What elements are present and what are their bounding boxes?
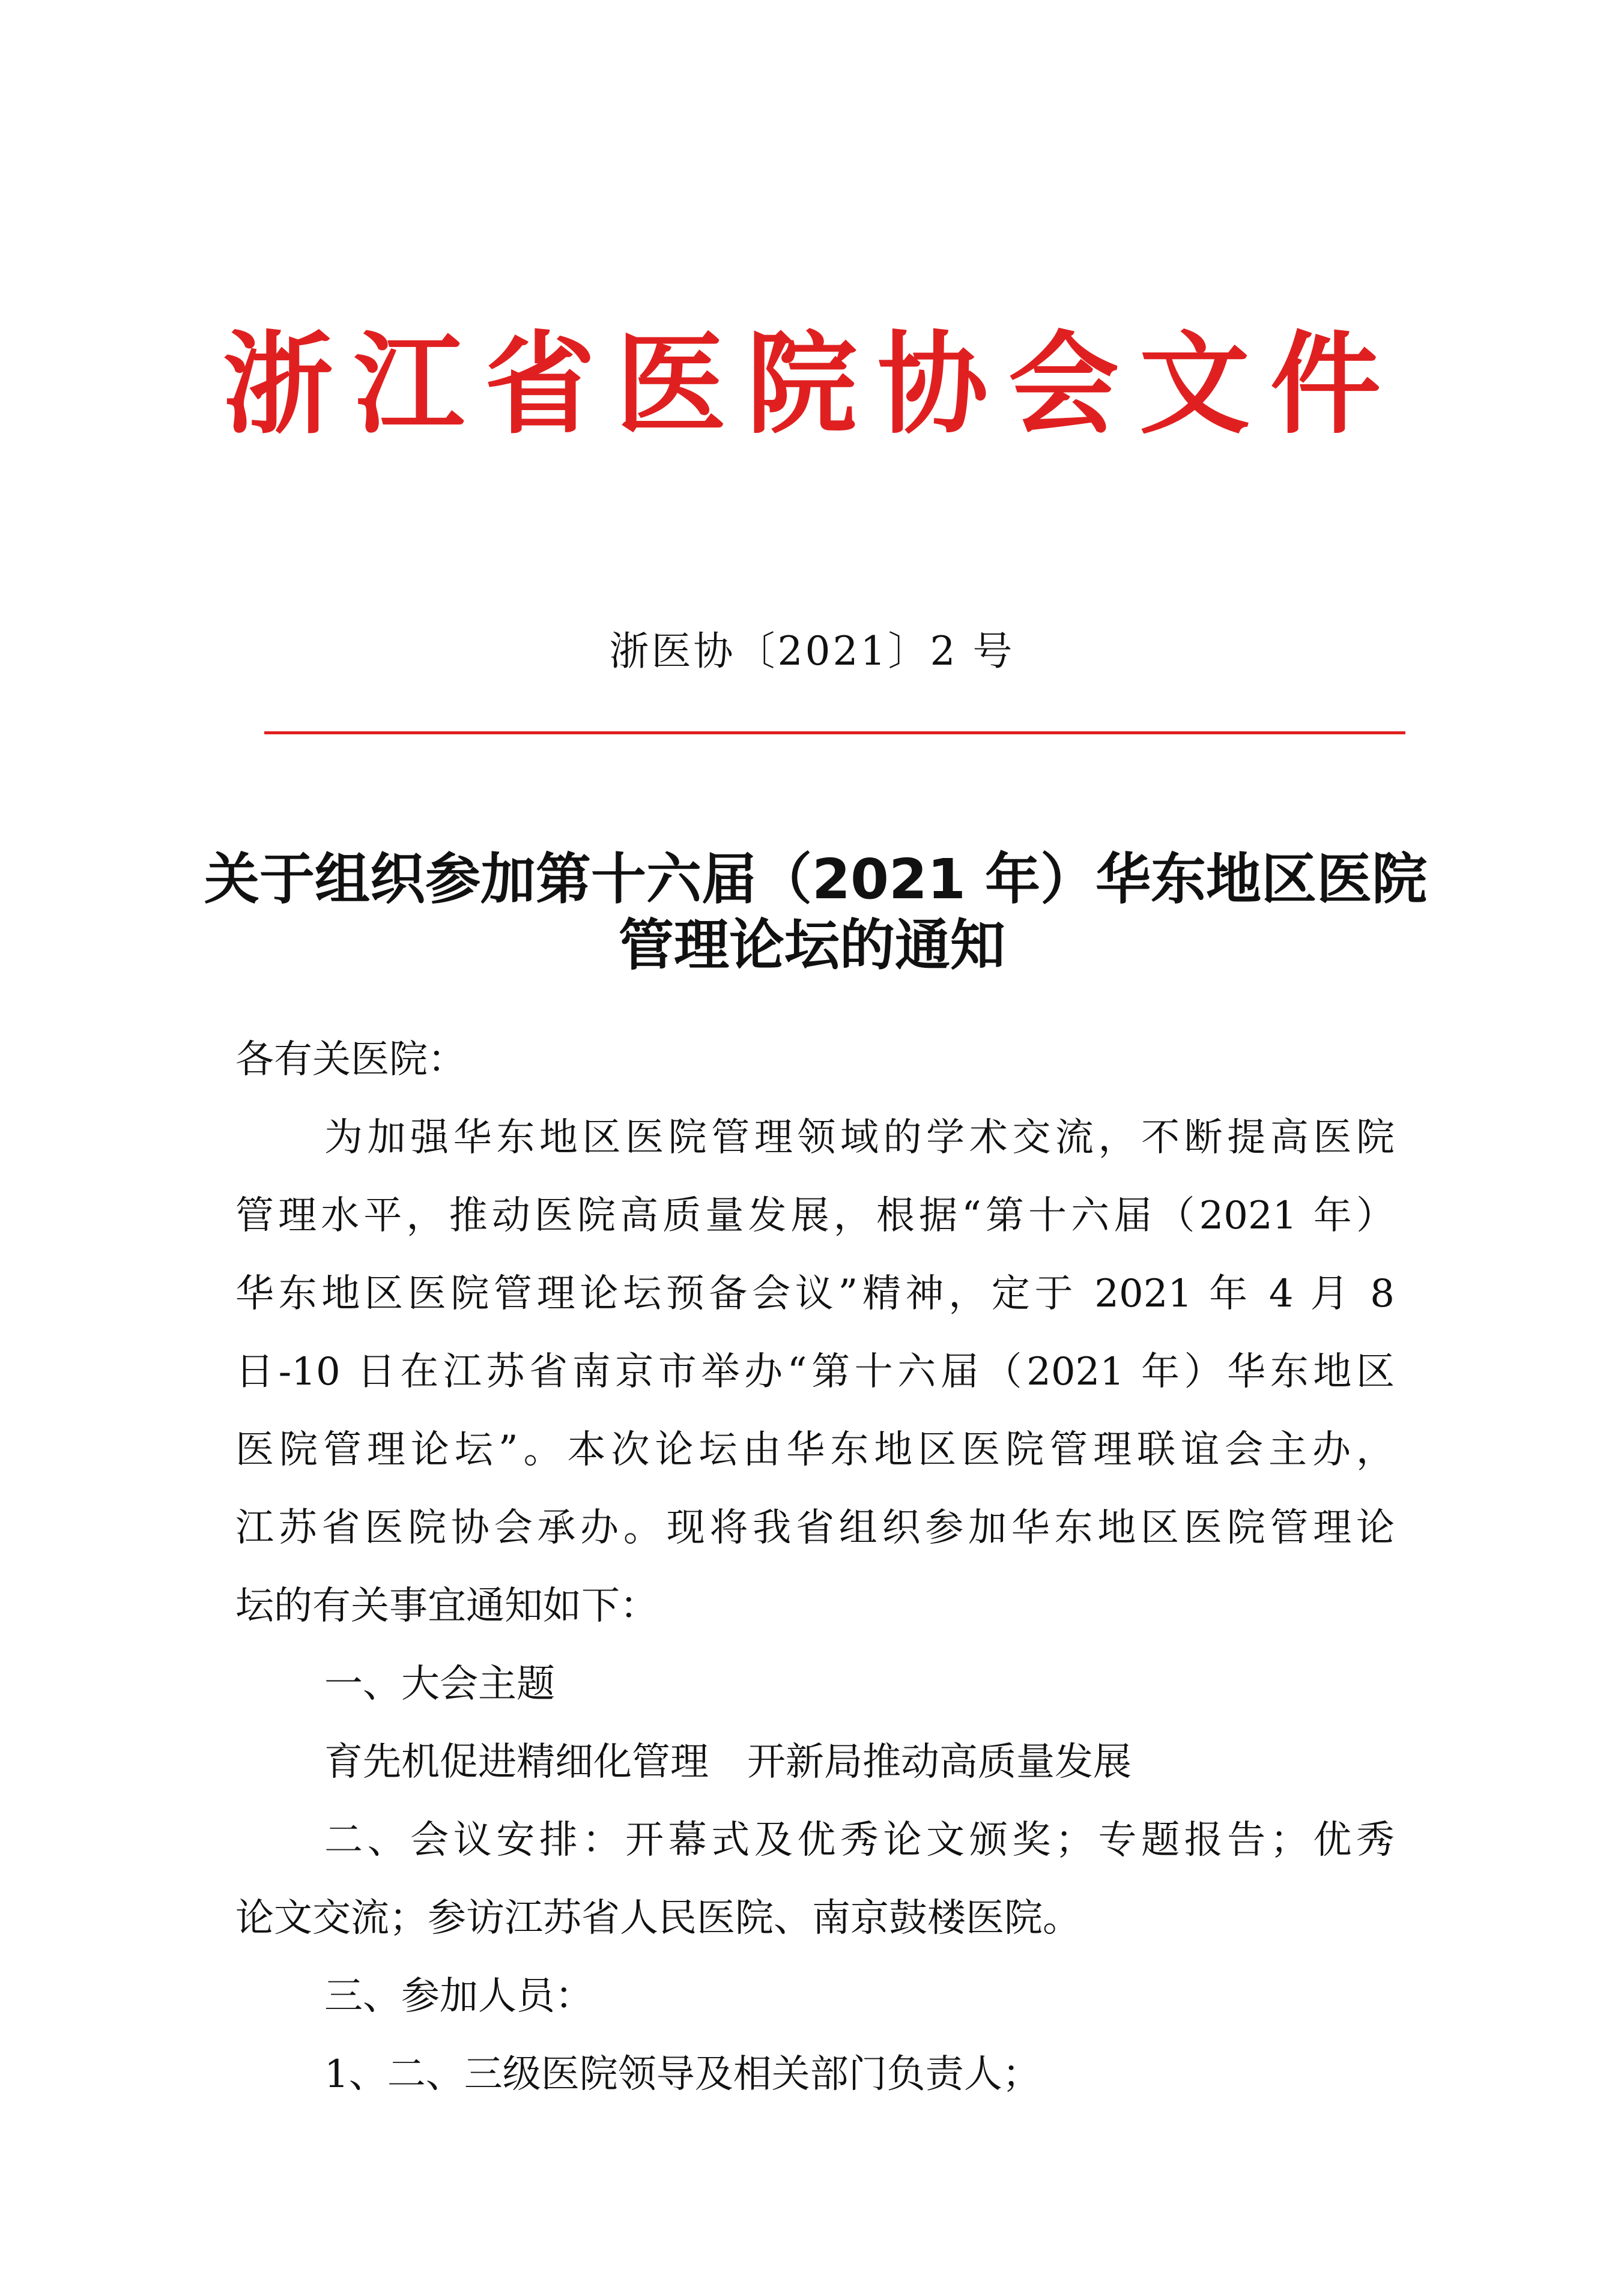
salutation: 各有关医院： (235, 1038, 466, 1082)
notice-title (204, 847, 1428, 979)
intro-line-6: 江苏省医院协会承办。现将我省组织参加华东地区医院管理论 (235, 1506, 1395, 1550)
intro-line-7: 坛的有关事宜通知如下： (235, 1584, 658, 1628)
intro-line-1: 为加强华东地区医院管理领域的学术交流，不断提高医院 (324, 1116, 1395, 1160)
document-number: 浙医协〔2021〕2 号 (609, 628, 1015, 674)
intro-line-5: 医院管理论坛”。本次论坛由华东地区医院管理联谊会主办， (235, 1428, 1395, 1472)
section-1-heading: 一、大会主题 (324, 1662, 555, 1706)
section-1-theme: 育先机促进精细化管理 开新局推动高质量发展 (324, 1740, 1132, 1784)
intro-line-2: 管理水平，推动医院高质量发展，根据“第十六届（2021 年） (235, 1194, 1395, 1238)
section-3-heading: 三、参加人员： (324, 1974, 593, 2019)
red-divider-rule (264, 731, 1405, 734)
section-2-line-1: 二、会议安排：开幕式及优秀论文颁奖；专题报告；优秀 (324, 1818, 1395, 1862)
intro-line-4: 日-10 日在江苏省南京市举办“第十六届（2021 年）华东地区 (235, 1350, 1395, 1394)
intro-line-3: 华东地区医院管理论坛预备会议”精神，定于 2021 年 4 月 8 (235, 1272, 1395, 1316)
notice-body (235, 1021, 1395, 2113)
section-2-line-2: 论文交流；参访江苏省人民医院、南京鼓楼医院。 (235, 1896, 1081, 1941)
notice-title-line-2: 管理论坛的通知 (618, 913, 1005, 977)
notice-title-line-1: 关于组织参加第十六届（2021 年）华东地区医院 (204, 847, 1428, 911)
masthead-title: 浙江省医院协会文件 (222, 319, 1401, 449)
section-3-item-1: 1、二、三级医院领导及相关部门负责人； (324, 2052, 1041, 2097)
